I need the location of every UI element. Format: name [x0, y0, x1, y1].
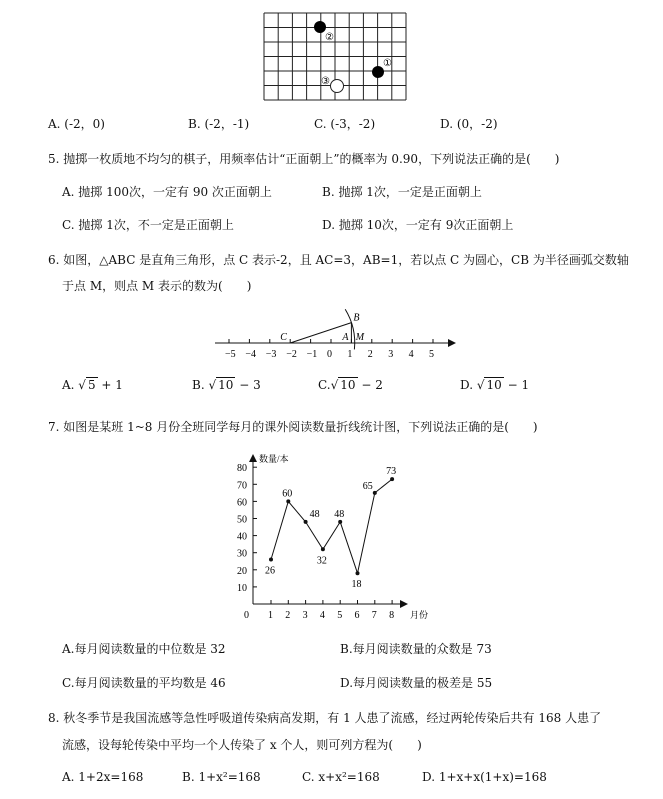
tick-label: 5: [429, 349, 434, 360]
q7-stem: 7. 如图是某班 1~8 月份全班同学每月的课外阅读数量折线统计图，下列说法正确的是( ): [48, 420, 538, 434]
data-point: [286, 499, 290, 503]
q8-stem-line2: 流感，设每轮传染中平均一个人传染了 x 个人，则可列方程为( ): [62, 738, 422, 752]
y-tick-label: 80: [237, 463, 247, 475]
y-axis-label: 数量/本: [259, 454, 289, 464]
radicand: 10: [218, 378, 234, 392]
option-rest: − 1: [507, 378, 530, 392]
x-tick-label: 6: [354, 610, 360, 621]
y-tick-label: 70: [237, 480, 247, 492]
q4-option-b: B. (-2，-1): [188, 117, 250, 131]
tick-label: −2: [286, 349, 297, 360]
point-a: A: [342, 332, 349, 343]
tick-label: 3: [388, 349, 394, 360]
x-tick-label: 1: [268, 610, 273, 621]
option-rest: − 2: [361, 378, 383, 392]
tick-label: −4: [245, 349, 257, 360]
q6-option-b: B. √ 10 − 3: [192, 378, 261, 392]
x-tick-label: 3: [302, 610, 308, 621]
q6-stem-line1: 6. 如图，△ABC 是直角三角形，点 C 表示-2，且 AC=3，AB=1，若以点 C 为圆心，CB 为半径画弧交数轴: [48, 253, 629, 267]
option-letter: D.: [460, 378, 474, 392]
tick-label: 0: [327, 349, 332, 360]
option-rest: − 3: [239, 378, 261, 392]
stone-label-2: ②: [325, 32, 334, 43]
y-tick-label: 20: [237, 565, 247, 577]
option-letter: A.: [62, 378, 75, 392]
point-c: C: [280, 332, 287, 343]
origin-label: 0: [244, 610, 249, 621]
radicand: 10: [340, 378, 356, 392]
x-tick-label: 5: [337, 610, 343, 621]
data-label: 18: [351, 579, 362, 591]
q8-option-d: D. 1+x+x(1+x)=168: [422, 770, 547, 784]
x-tick-label: 8: [389, 610, 395, 621]
q8-option-a: A. 1+2x=168: [62, 770, 144, 784]
white-stone-3: [331, 80, 344, 93]
data-label: 32: [316, 555, 327, 567]
tick-label: 2: [367, 349, 373, 360]
q4-option-d: D. (0，-2): [440, 117, 498, 131]
q5-option-a: A. 抛掷 100次，一定有 90 次正面朝上: [62, 185, 272, 199]
tick-label: −3: [265, 349, 277, 360]
q8-option-c: C. x+x²=168: [302, 770, 380, 784]
y-tick-label: 50: [237, 514, 247, 526]
q6-option-c: C.√ 10 − 2: [318, 378, 383, 392]
y-axis-arrow: [249, 454, 257, 462]
y-tick-label: 10: [237, 582, 247, 594]
q6-option-d: D. √ 10 − 1: [460, 378, 530, 392]
y-tick-label: 30: [237, 548, 247, 560]
option-letter: B.: [192, 378, 205, 392]
data-label: 48: [334, 508, 345, 520]
q5-option-d: D. 抛掷 10次，一定有 9次正面朝上: [322, 218, 514, 232]
q4-option-a: A. (-2，0): [48, 117, 105, 131]
data-point: [373, 491, 377, 495]
tick-label: 4: [408, 349, 414, 360]
data-label: 73: [386, 466, 397, 478]
data-point: [269, 558, 273, 562]
option-letter: C.: [318, 378, 331, 392]
data-point: [321, 547, 325, 551]
tick-label: −1: [306, 349, 318, 360]
data-point: [338, 520, 342, 524]
q7-option-a: A.每月阅读数量的中位数是 32: [62, 642, 226, 656]
q6-stem-line2: 于点 M，则点 M 表示的数为( ): [62, 279, 252, 293]
data-point: [390, 477, 394, 481]
x-tick-label: 4: [319, 610, 325, 621]
y-tick-label: 40: [237, 531, 247, 543]
q7-option-d: D.每月阅读数量的极差是 55: [340, 676, 493, 690]
tick-label: 1: [347, 349, 353, 360]
q8-stem-line1: 8. 秋冬季节是我国流感等急性呼吸道传染病高发期，有 1 人患了流感，经过两轮传染后共有 168 人患了: [48, 711, 602, 725]
q5-stem: 5. 抛掷一枚质地不均匀的棋子，用频率估计“正面朝上”的概率为 0.90，下列说法正确的是( ): [48, 152, 560, 166]
x-axis-label: 月份: [410, 610, 429, 620]
q5-option-b: B. 抛掷 1次，一定是正面朝上: [322, 185, 482, 199]
option-rest: + 1: [101, 378, 123, 392]
data-label: 26: [265, 565, 275, 577]
tick-label: −5: [225, 349, 236, 360]
q4-option-c: C. (-3，-2): [314, 117, 376, 131]
axis-arrow: [448, 339, 456, 347]
data-label: 65: [362, 480, 373, 492]
x-axis-arrow: [400, 600, 408, 608]
q6-option-a: A. √ 5 + 1: [62, 378, 123, 392]
stone-label-1: ①: [383, 58, 392, 69]
q5-option-c: C. 抛掷 1次，不一定是正面朝上: [62, 218, 234, 232]
data-label: 48: [309, 508, 320, 520]
y-tick-label: 60: [237, 497, 247, 509]
x-tick-label: 7: [371, 610, 377, 621]
data-label: 60: [282, 488, 293, 500]
point-m: M: [355, 332, 365, 343]
data-point: [304, 520, 308, 524]
radicand: 5: [87, 378, 96, 392]
radicand: 10: [486, 378, 502, 392]
data-point: [356, 571, 360, 575]
q8-option-b: B. 1+x²=168: [182, 770, 261, 784]
q7-option-b: B.每月阅读数量的众数是 73: [340, 642, 492, 656]
q7-option-c: C.每月阅读数量的平均数是 46: [62, 676, 226, 690]
point-b: B: [353, 312, 360, 324]
stone-label-3: ③: [321, 76, 330, 87]
x-tick-label: 2: [285, 610, 291, 621]
